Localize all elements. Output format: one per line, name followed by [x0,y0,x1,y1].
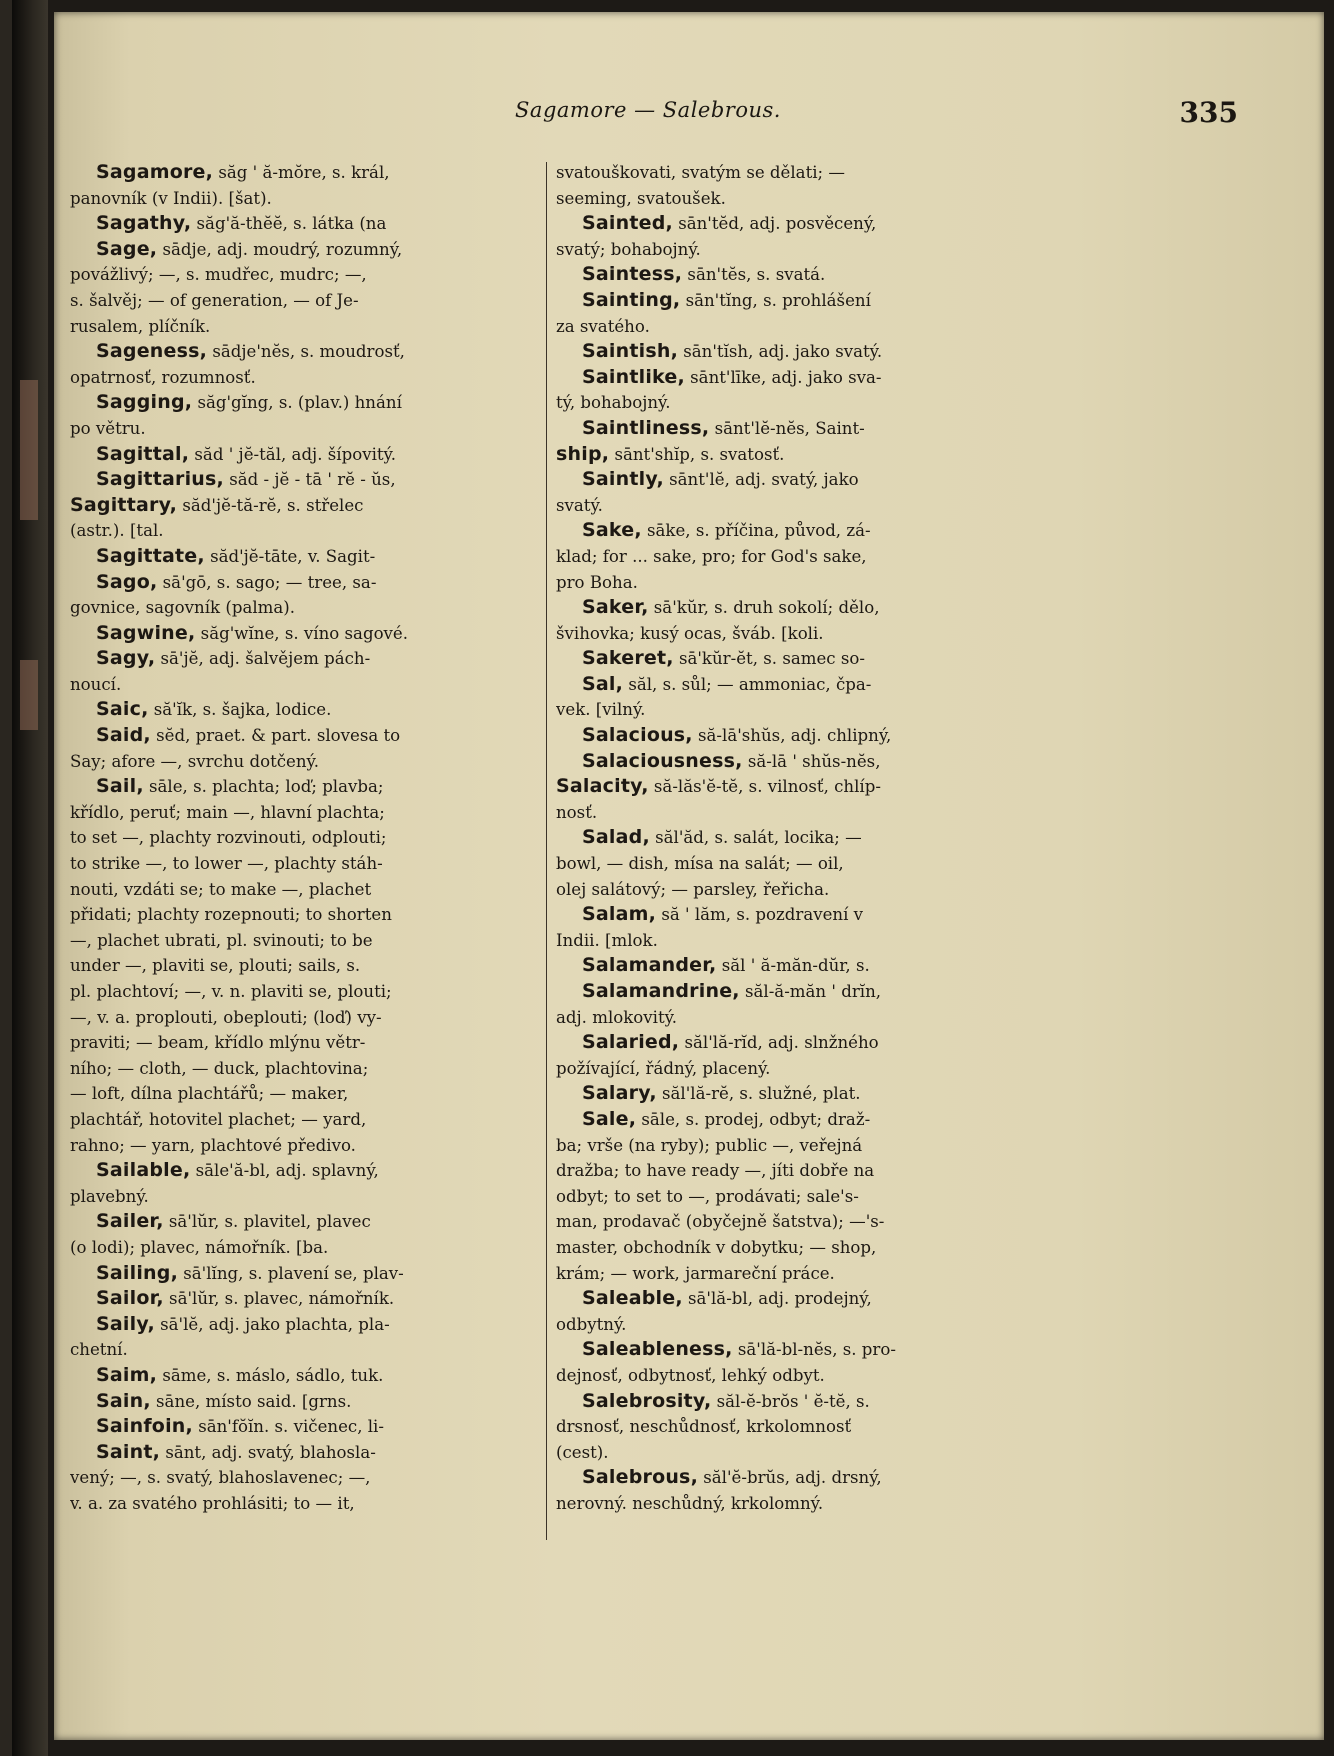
headword: Salam, [582,903,657,926]
dictionary-line [70,1440,540,1466]
dictionary-line [70,902,540,928]
entry-text: nosť. [556,802,598,822]
entry-text: govnice, sagovník (palma). [70,598,296,618]
headword: Sagathy, [96,212,192,235]
entry-text: sānt'shĭp, s. svatosť. [609,444,785,464]
entry-text: praviti; — beam, křídlo mlýnu větr- [70,1033,366,1053]
dictionary-line [70,1081,540,1107]
headword: Saintish, [582,340,678,363]
entry-text: săg'ă-thĕĕ, s. látka (na [191,214,387,234]
dictionary-line [556,1261,1026,1287]
dictionary-line [70,339,540,365]
headword: Salacity, [556,775,649,798]
dictionary-line [556,544,1026,570]
dictionary-line [70,672,540,698]
dictionary-line [70,416,540,442]
entry-text: sā'gō, s. sago; — tree, sa- [157,572,377,592]
dictionary-line [556,1491,1026,1517]
headword: Saleable, [582,1287,683,1310]
dictionary-line [556,1030,1026,1056]
entry-text: sānt'lĕ, adj. svatý, jako [663,470,859,490]
headword: Sagamore, [96,161,214,183]
dictionary-line [556,365,1026,391]
entry-text: să-lăs'ĕ-tĕ, s. vilnosť, chlíp- [648,777,881,797]
dictionary-line [70,979,540,1005]
headword: Sain, [96,1389,151,1412]
dictionary-line [556,1056,1026,1082]
headword: Saleableness, [582,1338,733,1361]
entry-text: săg'wĭne, s. víno sagové. [195,623,409,643]
entry-text: săd'jĕ-tāte, v. Sagit- [204,546,376,566]
dictionary-line [70,314,540,340]
entry-text: să ' lăm, s. pozdravení v [656,905,864,925]
entry-text: bowl, — dish, mísa na salát; — oil, [556,854,844,874]
dictionary-line [70,877,540,903]
headword: Salamander, [582,954,717,977]
entry-text: ba; vrše (na ryby); public —, veřejná [556,1135,863,1155]
entry-text: dejnosť, odbytnosť, lehký odbyt. [556,1365,825,1385]
dictionary-line [556,697,1026,723]
headword: Sakeret, [582,647,674,670]
dictionary-line [70,749,540,775]
dictionary-line [70,1209,540,1235]
headword: Salamandrine, [582,980,740,1002]
dictionary-line [70,1235,540,1261]
dictionary-line [556,1414,1026,1440]
entry-text: săl'ĕ-brŭs, adj. drsný, [697,1468,882,1488]
dictionary-line [556,211,1026,237]
dictionary-line [556,1158,1026,1184]
headword: Sale, [582,1107,637,1130]
entry-text: s. šalvěj; — of generation, — of Je- [70,290,359,310]
headword: Salad, [582,826,650,849]
dictionary-line [70,390,540,416]
headword: Sailor, [96,1287,164,1310]
headword: Saim, [96,1363,158,1386]
dictionary-line [556,339,1026,365]
dictionary-line [70,365,540,391]
entry-text: sā'jĕ, adj. šalvějem pách- [155,649,371,669]
entry-text: za svatého. [556,316,650,336]
dictionary-line [556,749,1026,775]
headword: Sagittate, [96,544,205,567]
dictionary-line [70,211,540,237]
dictionary-line [70,697,540,723]
entry-text: să-lā'shŭs, adj. chlipný, [692,726,892,746]
entry-text: sān'tĕs, s. svatá. [682,265,826,285]
dictionary-line [556,1312,1026,1338]
dictionary-line [556,160,1026,186]
entry-text: dražba; to have ready —, jíti dobře na [556,1161,875,1181]
dictionary-line [556,1005,1026,1031]
dictionary-line [70,851,540,877]
entry-text: sā'lă-bl-nĕs, s. pro- [732,1340,896,1360]
dictionary-line [70,1312,540,1338]
entry-text: plachtář, hotovitel plachet; — yard, [70,1109,367,1129]
headword: Sainting, [582,288,681,311]
right-column [556,160,1026,1516]
entry-text: nouti, vzdáti se; to make —, plachet [70,879,372,899]
entry-text: săg'gĭng, s. (plav.) hnání [192,393,402,413]
dictionary-line [70,1337,540,1363]
entry-text: po větru. [70,418,146,438]
dictionary-line [556,800,1026,826]
headword: Saker, [582,596,649,619]
entry-text: sāle, s. prodej, odbyt; draž- [636,1109,871,1129]
dictionary-line [556,1235,1026,1261]
headword: Sailable, [96,1159,191,1182]
headword: Salebrosity, [582,1389,712,1412]
dictionary-line [556,646,1026,672]
dictionary-line [70,1465,540,1491]
dictionary-line [70,621,540,647]
entry-text: Say; afore —, svrchu dotčený. [70,751,319,771]
entry-text: švihovka; kusý ocas, šváb. [koli. [556,623,824,643]
entry-text: (astr.). [tal. [70,521,164,541]
dictionary-line [70,518,540,544]
dictionary-line [70,953,540,979]
entry-text: to strike —, to lower —, plachty stáh- [70,854,383,874]
entry-text: sān'tĭsh, adj. jako svatý. [678,342,883,362]
entry-text: drsnosť, neschůdnosť, krkolomnosť [556,1417,852,1437]
running-header [58,96,1238,136]
entry-text: opatrnosť, rozumnosť. [70,367,256,387]
entry-text: săg ' ă-mŏre, s. král, [213,163,390,182]
entry-text: noucí. [70,674,122,694]
dictionary-line [70,288,540,314]
entry-text: man, prodavač (obyčejně šatstva); —'s- [556,1212,885,1232]
dictionary-line [556,621,1026,647]
entry-text: odbytný. [556,1314,627,1334]
dictionary-line [70,467,540,493]
dictionary-line [556,1389,1026,1415]
headword: Sagwine, [96,621,196,644]
entry-text: plavebný. [70,1186,149,1206]
entry-text: rahno; — yarn, plachtové předivo. [70,1135,356,1155]
headword: Saic, [96,698,149,721]
entry-text: Indii. [mlok. [556,930,658,950]
dictionary-line [70,723,540,749]
headword: Saintly, [582,468,664,491]
entry-text: požívající, řádný, placený. [556,1058,771,1078]
entry-text: să'ĭk, s. šajka, lodice. [148,700,332,720]
entry-text: svatý. [556,495,603,515]
dictionary-line [556,467,1026,493]
entry-text: sā'kŭr-ĕt, s. samec so- [673,649,865,669]
headword: Sainted, [582,212,673,235]
headword: ship, [556,442,610,465]
dictionary-line [556,570,1026,596]
dictionary-line [70,262,540,288]
entry-text: sānt'lĕ-nĕs, Saint- [709,418,865,438]
dictionary-line [556,237,1026,263]
headword: Sagittary, [70,493,178,516]
entry-text: săl-ă-măn ' drĭn, [739,982,882,1001]
headword: Saintliness, [582,416,710,439]
headword: Saint, [96,1440,161,1463]
dictionary-line [70,800,540,826]
dictionary-line [556,288,1026,314]
dictionary-line [556,723,1026,749]
entry-text: rusalem, plíčník. [70,316,211,336]
entry-text: săl'lă-rĕ, s. služné, plat. [656,1084,861,1104]
dictionary-line [556,902,1026,928]
dictionary-line [556,1107,1026,1133]
entry-text: pro Boha. [556,572,638,592]
dictionary-line [556,1133,1026,1159]
headword: Sainfoin, [96,1415,193,1438]
dictionary-line [70,160,540,186]
column-divider [546,162,547,1540]
headword: Sage, [96,237,158,260]
entry-text: sān'tĭng, s. prohlášení [680,290,871,310]
entry-text: sā'kŭr, s. druh sokolí; dělo, [648,598,880,618]
entry-text: săl'ăd, s. salát, locika; — [649,828,862,848]
entry-text: ního; — cloth, — duck, plachtovina; [70,1058,369,1078]
dictionary-line [556,1081,1026,1107]
headword: Sail, [96,775,144,798]
entry-text: sā'lă-bl, adj. prodejný, [682,1289,872,1309]
dictionary-line [556,595,1026,621]
headword: Salaciousness, [582,749,743,772]
dictionary-line [556,1465,1026,1491]
spine-band [20,380,38,520]
left-column [70,160,540,1516]
entry-text: povážlivý; —, s. mudřec, mudrc; —, [70,265,367,285]
headword: Sake, [582,519,642,542]
dictionary-line [70,493,540,519]
entry-text: svatouškovati, svatým se dělati; — [556,163,846,182]
dictionary-line [70,1158,540,1184]
headword: Sailer, [96,1210,164,1233]
entry-text: —, plachet ubrati, pl. svinouti; to be [70,930,373,950]
dictionary-line [70,825,540,851]
page-number: 335 [1179,96,1238,129]
headword: Sagging, [96,391,193,414]
entry-text: sā'lĕ, adj. jako plachta, pla- [154,1314,390,1334]
entry-text: chetní. [70,1340,128,1360]
entry-text: sān'tĕd, adj. posvěcený, [672,214,877,234]
entry-text: sādje'nĕs, s. moudrosť, [207,342,405,362]
dictionary-line [70,1056,540,1082]
dictionary-line [556,1337,1026,1363]
entry-text: (cest). [556,1442,609,1462]
entry-text: v. a. za svatého prohlásiti; to — it, [70,1493,355,1513]
dictionary-line [70,1414,540,1440]
dictionary-line [70,442,540,468]
dictionary-line [556,774,1026,800]
dictionary-line [70,595,540,621]
entry-text: sāne, místo said. [grns. [150,1391,352,1411]
entry-text: sāme, s. máslo, sádlo, tuk. [157,1365,384,1385]
dictionary-line [556,186,1026,212]
entry-text: să-lā ' shŭs-nĕs, [742,751,881,771]
dictionary-line [556,1363,1026,1389]
entry-text: odbyt; to set to —, prodávati; sale's- [556,1186,859,1206]
entry-text: krám; — work, jarmareční práce. [556,1263,835,1283]
headword: Sagittarius, [96,468,224,491]
dictionary-line [70,1133,540,1159]
dictionary-line [556,851,1026,877]
running-title: Sagamore — Salebrous. [515,98,781,122]
entry-text: to set —, plachty rozvinouti, odplouti; [70,828,387,848]
dictionary-line [556,442,1026,468]
dictionary-line [556,979,1026,1005]
dictionary-line [556,1209,1026,1235]
dictionary-line [70,1005,540,1031]
headword: Salebrous, [582,1466,698,1489]
dictionary-line [556,953,1026,979]
dictionary-line [556,1286,1026,1312]
entry-text: sĕd, praet. & part. slovesa to [150,726,401,746]
book-spine [12,0,48,1756]
dictionary-line [70,1491,540,1517]
entry-text: klad; for ... sake, pro; for God's sake, [556,546,867,566]
entry-text: sānt, adj. svatý, blahosla- [160,1442,376,1462]
entry-text: sāle, s. plachta; loď; plavba; [143,777,384,797]
headword: Saily, [96,1312,155,1335]
entry-text: săd - jĕ - tā ' rĕ - ŭs, [223,470,396,490]
dictionary-line [556,262,1026,288]
entry-text: under —, plaviti se, plouti; sails, s. [70,956,361,976]
entry-text: săl, s. sůl; — ammoniac, čpa- [623,674,872,694]
headword: Sagy, [96,647,156,670]
dictionary-line [70,570,540,596]
entry-text: săl'lă-rĭd, adj. slnžného [679,1033,879,1053]
entry-text: săd'jĕ-tă-rĕ, s. střelec [177,495,364,515]
headword: Sago, [96,570,158,593]
headword: Saintlike, [582,365,685,388]
entry-text: adj. mlokovitý. [556,1007,678,1027]
headword: Salary, [582,1082,657,1105]
entry-text: —, v. a. proplouti, obeplouti; (loď) vy- [70,1007,382,1027]
entry-text: tý, bohabojný. [556,393,671,413]
entry-text: křídlo, peruť; main —, hlavní plachta; [70,802,385,822]
entry-text: sā'lŭr, s. plavec, námořník. [163,1289,395,1309]
entry-text: svatý; bohabojný. [556,239,701,259]
entry-text: vený; —, s. svatý, blahoslavenec; —, [70,1468,371,1488]
entry-text: (o lodi); plavec, námořník. [ba. [70,1237,329,1257]
dictionary-line [70,1261,540,1287]
entry-text: săl-ĕ-brŏs ' ĕ-tĕ, s. [711,1391,870,1411]
entry-text: sāke, s. příčina, původ, zá- [641,521,871,541]
headword: Salaried, [582,1031,680,1054]
spine-band [20,660,38,730]
entry-text: sānt'līke, adj. jako sva- [684,367,882,387]
headword: Sal, [582,672,624,695]
headword: Said, [96,724,151,747]
dictionary-line [70,544,540,570]
dictionary-line [70,1363,540,1389]
dictionary-line [556,493,1026,519]
entry-text: přidati; plachty rozepnouti; to shorten [70,905,392,925]
headword: Sageness, [96,340,208,363]
dictionary-line [70,186,540,212]
entry-text: sāle'ă-bl, adj. splavný, [190,1161,379,1181]
headword: Saintess, [582,263,683,286]
dictionary-line [556,825,1026,851]
headword: Sagittal, [96,442,190,465]
entry-text: sā'lŭr, s. plavitel, plavec [163,1212,371,1232]
entry-text: panovník (v Indii). [šat). [70,188,272,208]
dictionary-line [70,1389,540,1415]
dictionary-line [70,1107,540,1133]
entry-text: sā'lĭng, s. plavení se, plav- [178,1263,404,1283]
entry-text: săl ' ă-măn-dŭr, s. [716,956,870,976]
entry-text: sādje, adj. moudrý, rozumný, [157,239,403,259]
entry-text: — loft, dílna plachtářů; — maker, [70,1084,349,1104]
entry-text: seeming, svatoušek. [556,188,726,208]
dictionary-line [556,416,1026,442]
dictionary-line [556,314,1026,340]
entry-text: sān'fŏĭn. s. vičenec, li- [192,1417,384,1437]
entry-text: săd ' jĕ-tăl, adj. šípovitý. [189,444,396,464]
headword: Salacious, [582,724,693,747]
headword: Sailing, [96,1261,178,1284]
entry-text: nerovný. neschůdný, krkolomný. [556,1493,824,1513]
dictionary-line [556,928,1026,954]
dictionary-line [70,237,540,263]
entry-text: olej salátový; — parsley, řeřicha. [556,879,830,899]
dictionary-line [556,390,1026,416]
dictionary-line [70,1030,540,1056]
dictionary-line [70,774,540,800]
dictionary-line [556,672,1026,698]
dictionary-line [556,1184,1026,1210]
dictionary-line [556,518,1026,544]
dictionary-line [70,1184,540,1210]
entry-text: pl. plachtoví; —, v. n. plaviti se, plouti; [70,982,392,1001]
dictionary-line [556,1440,1026,1466]
dictionary-line [556,877,1026,903]
dictionary-line [70,646,540,672]
dictionary-line [70,928,540,954]
dictionary-line [70,1286,540,1312]
entry-text: vek. [vilný. [556,700,646,720]
entry-text: master, obchodník v dobytku; — shop, [556,1237,877,1257]
